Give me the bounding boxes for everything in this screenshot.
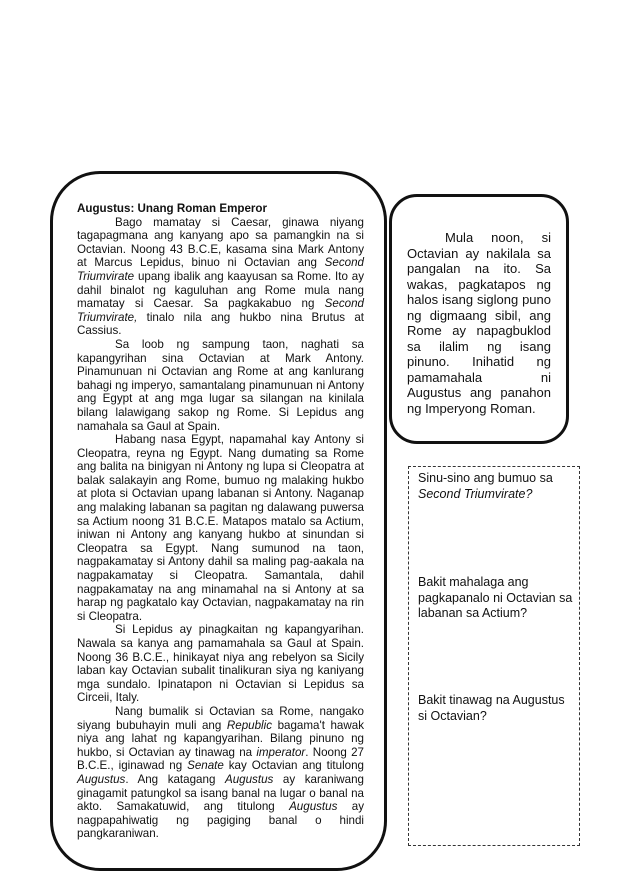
article-paragraph-3: Habang nasa Egypt, napamahal kay Antony si Cleopatra, reyna ng Egypt. Nang dumating sa Rome ang balita na binigyan ni Antony ng lupa si Cleopatra at balak salakayin ang Rome, bumuo ng malaking hukbo at plota si Octavian upang labanan si Antony. Naganap ang malaking labanan sa pagitan ng dalawang puwersa sa Actium noong 31 B.C.E. Matapos matalo sa Actium, iniwan ni Antony ang kanyang hukbo at sinundan si Cleopatra sa Egypt. Nang sumunod na taon, nagpakamatay si Antony dahil sa maling pag-aakala na nagpakamatay si Cleopatra. Samantala, dahil nagpakamatay na ang minamahal na si Antony at sa harap ng pagkatalo kay Octavian, nagpakamatay na rin si Cleopatra.	[77, 433, 364, 623]
question-2: Bakit mahalaga ang pagkapanalo ni Octavian sa labanan sa Actium?	[418, 575, 573, 620]
question-1: Sinu-sino ang bumuo sa Second Triumvirate?	[418, 471, 553, 501]
questions-frame	[408, 466, 580, 846]
question-3: Bakit tinawag na Augustus si Octavian?	[418, 693, 565, 723]
article-title: Augustus: Unang Roman Emperor	[77, 202, 268, 215]
sidebar-text: Mula noon, si Octavian ay nakilala sa pangalan na ito. Sa wakas, pagkatapos ng halos isang siglong puno ng digmaang sibil, ang Rome ay napagbuklod sa ilalim ng isang pinuno. Inihatid ng pamamahala ni Augustus ang panahon ng Imperyong Roman.	[407, 230, 551, 416]
article-paragraph-2: Sa loob ng sampung taon, naghati sa kapangyrihan sina Octavian at Mark Antony. Pinamunuan ni Octavian ang Rome at ang kanlurang bahagi ng imperyo, samantalang pinamunuan ni Antony ang Egypt at ang mga lugar sa silangan na kinilala bilang lalawigang sakop ng Rome. Si Lepidus ang namahala sa Gaul at Spain.	[77, 337, 364, 433]
article-paragraph-4: Si Lepidus ay pinagkaitan ng kapangyarihan. Nawala sa kanya ang pamamahala sa Gaul at Spain. Noong 36 B.C.E., hinikayat niya ang rebelyon sa Sicily laban kay Octavian subalit tinalikuran siya ng kaniyang mga sundalo. Ipinatapon ni Octavian si Lepidus sa Circeii, Italy.	[77, 623, 364, 705]
article-paragraph-5: Nang bumalik si Octavian sa Rome, nangako siyang bubuhayin muli ang Republic bagama't hawak niya ang lahat ng kapangyarihan. Bilang pinuno ng hukbo, si Octavian ay tinawag na imperator. Noong 27 B.C.E., iginawad ng Senate kay Octavian ang titulong Augustus. Ang katagang Augustus ay karaniwang ginagamit patungkol sa isang banal na lugar o banal na akto. Samakatuwid, ang titulong Augustus ay nagpapahiwatig ng pagiging banal o hindi pangkaraniwan.	[77, 704, 364, 841]
article-paragraph-1: Bago mamatay si Caesar, ginawa niyang tagapagmana ang kanyang apo sa pamangkin na si Octavian. Noong 43 B.C.E, kasama sina Mark Antony at Marcus Lepidus, binuo ni Octavian ang Second Triumvirate upang ibalik ang kaayusan sa Rome. Ito ay dahil binalot ng kaguluhan ang Rome mula nang mamatay si Caesar. Sa pagkakabuo ng Second Triumvirate, tinalo nila ang hukbo nina Brutus at Cassius.	[77, 215, 364, 338]
article-body	[77, 202, 364, 841]
